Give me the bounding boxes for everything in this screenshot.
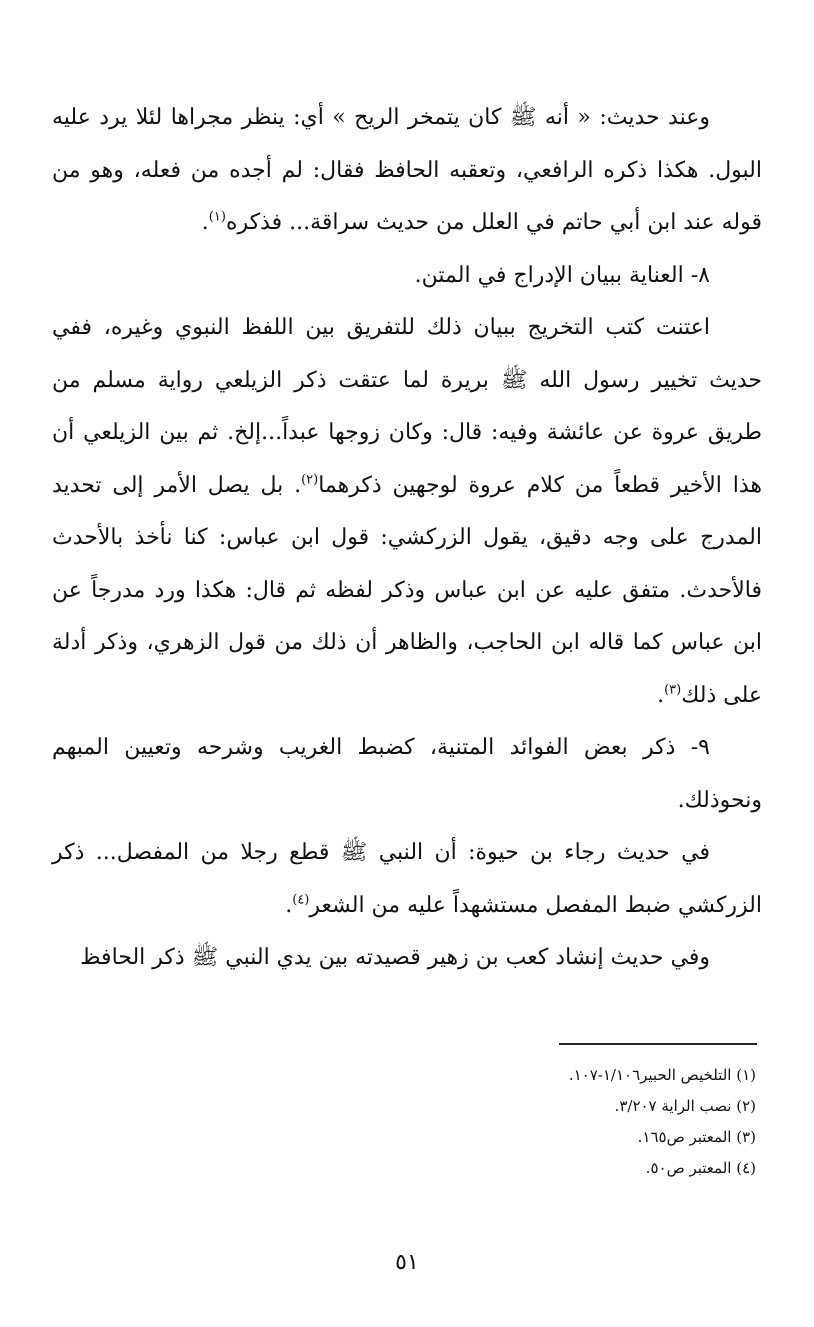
paragraph-4: وفي حديث إنشاد كعب بن زهير قصيدته بين يدي النبي ﷺ ذكر الحافظ — [80, 945, 710, 970]
section-heading-9: ٩- ذكر بعض الفوائد المتنية، كضبط الغريب وشرحه وتعيين المبهم ونحوذلك. — [52, 735, 762, 813]
paragraph-1: وعند حديث: « أنه ﷺ كان يتمخر الريح » أي: ينظر مجراها لئلا يرد عليه البول. هكذا ذكره الرافعي، وتعقبه الحافظ فقال: لم أجده من فعله، وهو من قوله عند ابن أبي حاتم في العلل من حديث سراقة... فذكره$^{(١)}$. — [52, 105, 762, 235]
footnote-ref-1[interactable]: (١) — [208, 209, 226, 225]
footnotes — [52, 1060, 756, 1184]
paragraph-3: في حديث رجاء بن حيوة: أن النبي ﷺ قطع رجلا من المفصل... ذكر الزركشي ضبط المفصل مستشهداً عليه من الشعر$^{(٤)}$. — [52, 840, 762, 918]
footnote-divider — [559, 1043, 757, 1045]
page-number: ٥١ — [395, 1250, 419, 1275]
footnote-ref-3[interactable]: (٣) — [664, 682, 682, 698]
paragraph-2: اعتنت كتب التخريج ببيان ذلك للتفريق بين اللفظ النبوي وغيره، ففي حديث تخيير رسول الله ﷺ بريرة لما عتقت ذكر الزيلعي رواية مسلم من طريق عروة عن عائشة وفيه: قال: وكان زوجها عبداً...إلخ. ثم بين الزيلعي أن هذا الأخير قطعاً من كلام عروة لوجهين ذكرهما$^{(٢)}$. بل يصل الأمر إلى تحديد المدرج على وجه دقيق، يقول الزركشي: قول ابن عباس: كنا نأخذ بالأحدث فالأحدث. متفق عليه عن ابن عباس وذكر لفظه ثم قال: هكذا ورد مدرجاً عن ابن عباس كما قاله ابن الحاجب، والظاهر أن ذلك من قول الزهري، وذكر أدلة على ذلك$^{(٣)}$. — [52, 315, 762, 708]
footnote-ref-2[interactable]: (٢) — [301, 472, 319, 488]
footnote-ref-4[interactable]: (٤) — [292, 892, 310, 908]
footnote-1: (١) التلخيص الحبير١/١٠٦-١٠٧. — [568, 1066, 756, 1084]
footnote-2: (٢) نصب الراية ٣/٢٠٧. — [614, 1097, 756, 1115]
footnote-4: (٤) المعتبر ص٥٠. — [645, 1159, 756, 1177]
section-heading-8: ٨- العناية ببيان الإدراج في المتن. — [414, 262, 710, 288]
footnote-3: (٣) المعتبر ص١٦٥. — [637, 1128, 756, 1146]
main-text — [52, 92, 762, 985]
